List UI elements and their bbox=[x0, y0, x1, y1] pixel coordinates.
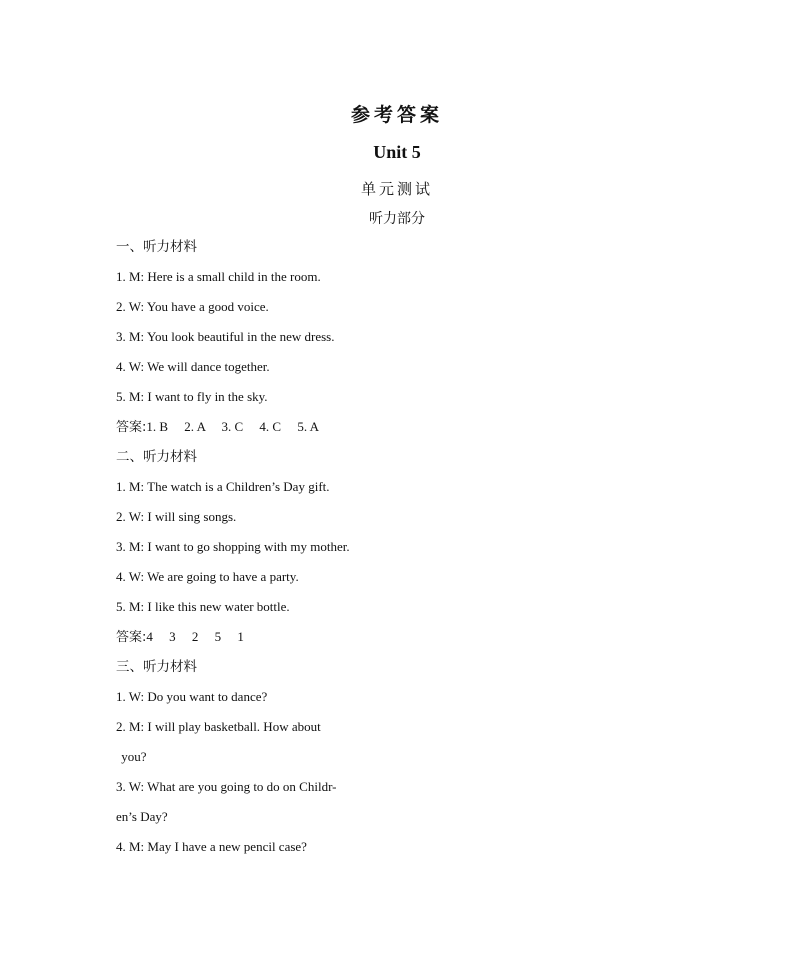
listening-item: 4. W: We will dance together. bbox=[116, 359, 270, 374]
part-title: 听力部分 bbox=[369, 211, 425, 227]
listening-item: 2. W: You have a good voice. bbox=[116, 299, 269, 314]
unit-title: Unit 5 bbox=[373, 142, 421, 162]
answer-text: 1. B 2. A 3. C 4. C 5. A bbox=[146, 419, 320, 434]
section-heading: 二、听力材料 bbox=[116, 449, 197, 465]
test-subtitle: 单元测试 bbox=[360, 180, 433, 198]
section-heading: 一、听力材料 bbox=[116, 239, 197, 255]
listening-item-continuation: en’s Day? bbox=[116, 809, 168, 824]
listening-item: 2. M: I will play basketball. How about bbox=[116, 719, 321, 734]
listening-item-continuation: you? bbox=[118, 749, 147, 764]
listening-item: 1. W: Do you want to dance? bbox=[116, 689, 268, 704]
listening-item: 3. W: What are you going to do on Childr- bbox=[116, 779, 337, 794]
listening-item: 4. M: May I have a new pencil case? bbox=[116, 839, 307, 854]
answer-label: 答案: bbox=[116, 630, 147, 645]
listening-item: 2. W: I will sing songs. bbox=[116, 509, 237, 524]
listening-item: 1. M: Here is a small child in the room. bbox=[116, 269, 321, 284]
listening-item: 5. M: I like this new water bottle. bbox=[116, 599, 290, 614]
listening-item: 3. M: I want to go shopping with my mother. bbox=[116, 539, 350, 554]
listening-item: 4. W: We are going to have a party. bbox=[116, 569, 299, 584]
answer-line bbox=[116, 622, 676, 652]
listening-content bbox=[116, 232, 676, 862]
listening-item: 1. M: The watch is a Children’s Day gift. bbox=[116, 479, 330, 494]
section-heading: 三、听力材料 bbox=[116, 659, 197, 675]
answer-text: 4 3 2 5 1 bbox=[146, 629, 244, 644]
answer-line bbox=[116, 412, 676, 442]
listening-item: 3. M: You look beautiful in the new dress. bbox=[116, 329, 335, 344]
listening-item: 5. M: I want to fly in the sky. bbox=[116, 389, 268, 404]
answer-label: 答案: bbox=[116, 420, 147, 435]
page-title: 参考答案 bbox=[350, 104, 443, 126]
